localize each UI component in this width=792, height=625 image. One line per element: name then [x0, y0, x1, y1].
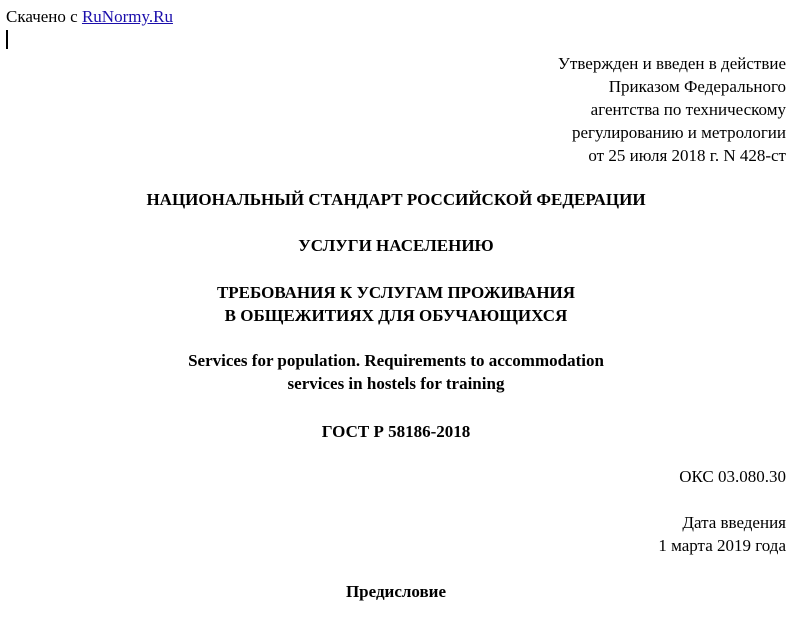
standard-title-main: УСЛУГИ НАСЕЛЕНИЮ	[298, 236, 494, 255]
standard-heading-block	[0, 188, 792, 211]
approval-line: агентства по техническому	[590, 100, 786, 119]
foreword-block	[0, 580, 792, 603]
english-title-line: services in hostels for training	[287, 374, 505, 393]
standard-heading: НАЦИОНАЛЬНЫЙ СТАНДАРТ РОССИЙСКОЙ ФЕДЕРАЦИИ	[146, 190, 646, 209]
intro-date-label: Дата введения	[682, 513, 786, 532]
approval-line: Утвержден и введен в действие	[557, 54, 786, 73]
text-cursor	[6, 30, 8, 49]
english-title-line: Services for population. Requirements to accommodation	[188, 351, 604, 370]
english-title-block	[0, 349, 792, 395]
oks-code: ОКС 03.080.30	[679, 467, 786, 486]
approval-block	[558, 52, 786, 167]
title-sub-block	[0, 281, 792, 327]
designation-block	[0, 420, 792, 443]
intro-date-value: 1 марта 2019 года	[658, 536, 786, 555]
standard-title-sub-line: ТРЕБОВАНИЯ К УСЛУГАМ ПРОЖИВАНИЯ	[216, 283, 576, 302]
standard-title-sub-line: В ОБЩЕЖИТИЯХ ДЛЯ ОБУЧАЮЩИХСЯ	[224, 306, 568, 325]
download-source-prefix: Скачено с	[6, 7, 78, 26]
approval-line: от 25 июля 2018 г. N 428-ст	[588, 146, 786, 165]
intro-date-block	[658, 511, 786, 557]
standard-designation: ГОСТ Р 58186-2018	[321, 422, 471, 441]
runormy-link[interactable]: RuNormy.Ru	[81, 7, 173, 26]
oks-block	[679, 465, 786, 488]
download-source-line	[6, 7, 173, 27]
title-main-block	[0, 234, 792, 257]
foreword-heading: Предисловие	[345, 582, 447, 601]
approval-line: регулированию и метрологии	[571, 123, 786, 142]
approval-line: Приказом Федерального	[608, 77, 786, 96]
